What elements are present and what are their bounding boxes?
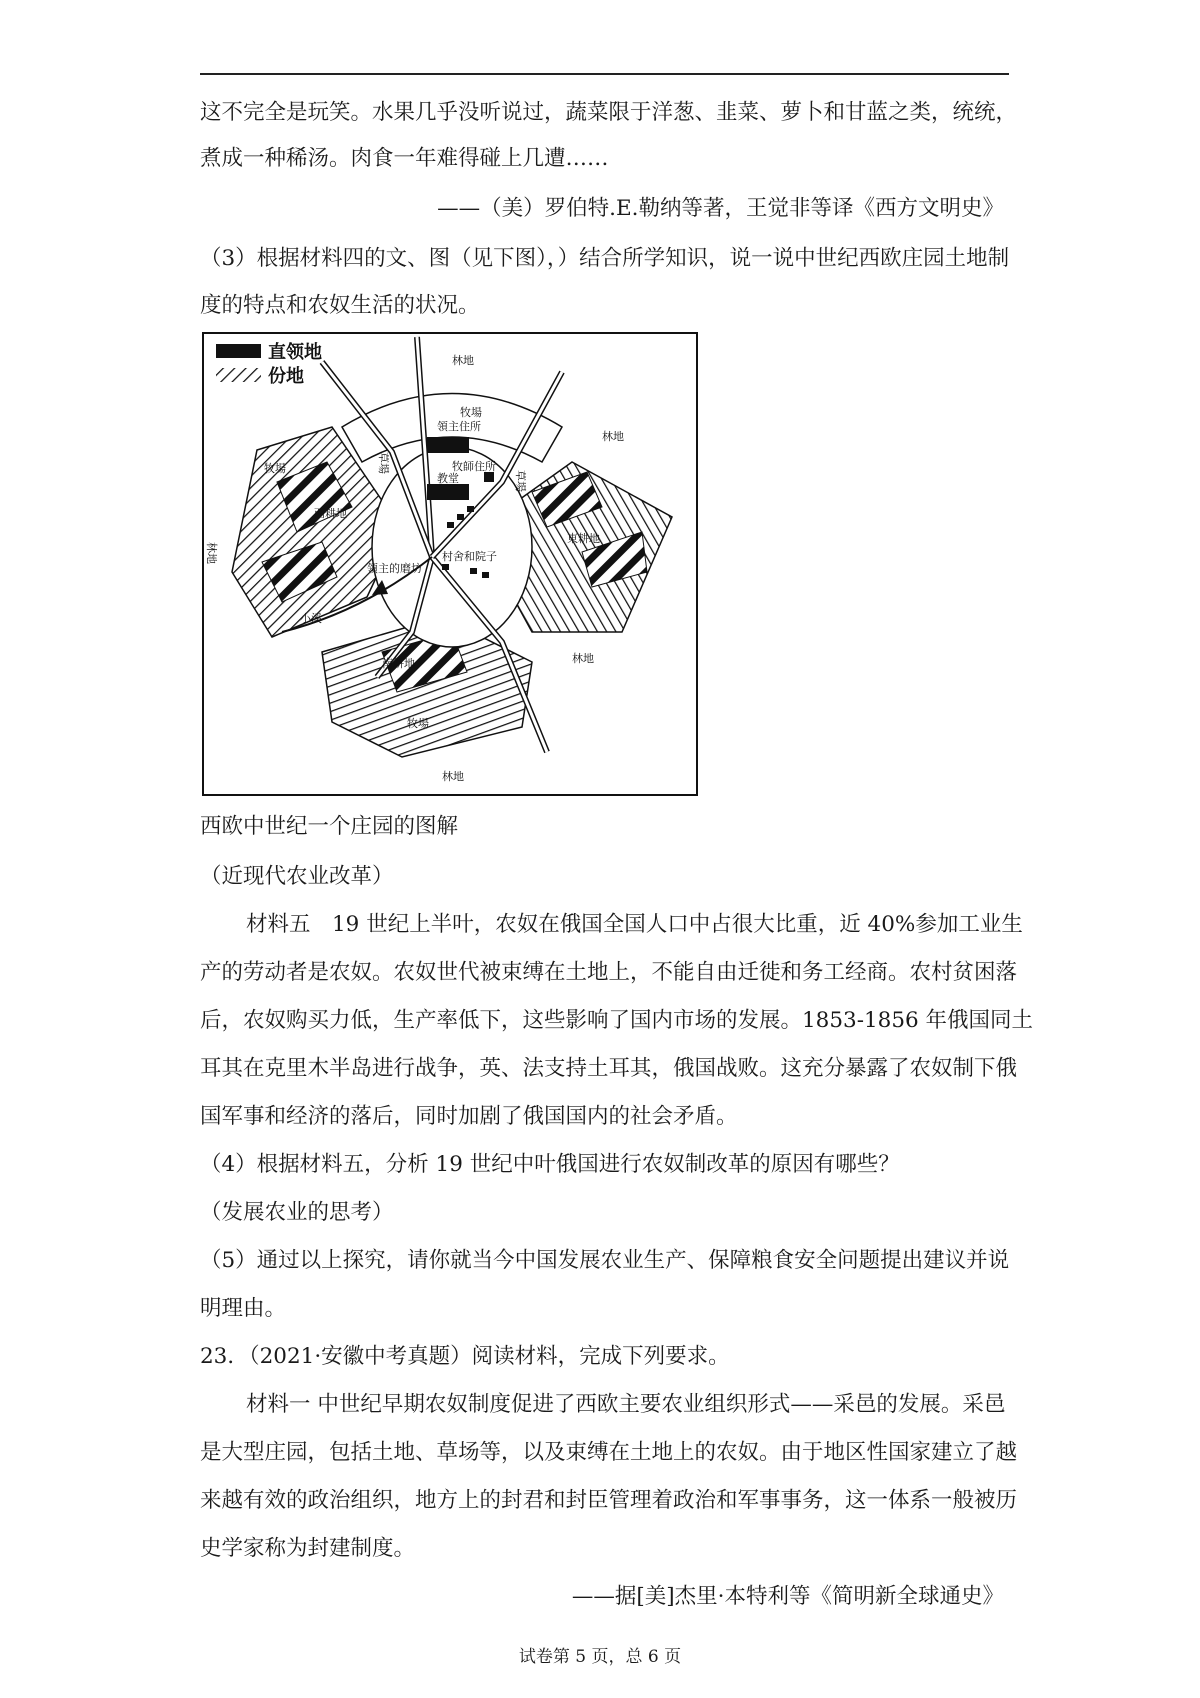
- material-5-line: 耳其在克里木半岛进行战争，英、法支持土耳其，俄国战败。这充分暴露了农奴制下俄: [200, 1056, 1018, 1081]
- section-heading: （发展农业的思考）: [200, 1200, 394, 1225]
- material-5-line: 后，农奴购买力低，生产率低下，这些影响了国内市场的发展。1853-1856 年俄国同土: [200, 1008, 1034, 1033]
- text-line: 煮成一种稀汤。肉食一年难得碰上几遭……: [200, 146, 609, 171]
- label-forest-right: 林地: [602, 430, 624, 443]
- label-west-field: 西耕地: [314, 507, 347, 520]
- label-priest-house: 牧師住所: [452, 460, 496, 473]
- legend-demesne: 直领地: [268, 342, 322, 363]
- text-line: 这不完全是玩笑。水果几乎没听说过，蔬菜限于洋葱、韭菜、萝卜和甘蓝之类，统统，: [200, 100, 1018, 125]
- label-south-field: 南耕地: [382, 657, 415, 670]
- citation: ——（美）罗伯特.E.勒纳等著，王觉非等译《西方文明史》: [437, 196, 1004, 221]
- legend-share: 份地: [268, 366, 304, 387]
- material-1-line: 来越有效的政治组织，地方上的封君和封臣管理着政治和军事事务，这一体系一般被历: [200, 1488, 1018, 1513]
- label-meadow-left: 草場: [377, 452, 390, 474]
- label-mill: 領主的磨坊: [367, 562, 422, 575]
- label-pasture-bottom: 牧場: [407, 717, 429, 730]
- label-church: 教堂: [437, 472, 459, 485]
- label-meadow-right: 草場: [514, 470, 527, 492]
- material-1-line: 是大型庄园，包括土地、草场等，以及束缚在土地上的农奴。由于地区性国家建立了越: [200, 1440, 1018, 1465]
- header-rule: [200, 73, 1009, 75]
- material-5-line: 产的劳动者是农奴。农奴世代被束缚在土地上，不能自由迁徙和务工经商。农村贫困落: [200, 960, 1018, 985]
- figure-caption: 西欧中世纪一个庄园的图解: [200, 814, 459, 839]
- question-23-heading: 23．（2021·安徽中考真题）阅读材料，完成下列要求。: [200, 1344, 730, 1369]
- label-forest-top: 林地: [452, 354, 474, 367]
- page-footer: 试卷第 5 页，总 6 页: [518, 1647, 682, 1667]
- question-5-line: 明理由。: [200, 1296, 287, 1321]
- label-forest-left: 林地: [205, 542, 218, 564]
- label-village: 村舍和院子: [442, 550, 497, 563]
- label-stream: 小溪: [300, 612, 322, 625]
- material-5-line: 材料五 19 世纪上半叶，农奴在俄国全国人口中占很大比重，近 40%参加工业生: [246, 912, 1023, 937]
- question-5-line: （5）通过以上探究，请你就当今中国发展农业生产、保障粮食安全问题提出建议并说: [200, 1248, 1010, 1273]
- label-pasture-top: 牧場: [460, 406, 482, 419]
- material-1-line: 材料一 中世纪早期农奴制度促进了西欧主要农业组织形式——采邑的发展。采邑: [246, 1392, 1006, 1417]
- question-3-line: （3）根据材料四的文、图（见下图），）结合所学知识，说一说中世纪西欧庄园土地制: [200, 246, 1010, 271]
- label-forest-right-low: 林地: [572, 652, 594, 665]
- label-east-field: 東耕地: [567, 532, 600, 545]
- citation: ——据[美]杰里·本特利等《简明新全球通史》: [571, 1584, 1004, 1609]
- material-5-line: 国军事和经济的落后，同时加剧了俄国国内的社会矛盾。: [200, 1104, 738, 1129]
- manor-map: [202, 332, 698, 796]
- label-forest-bottom: 林地: [442, 770, 464, 783]
- question-4: （4）根据材料五，分析 19 世纪中叶俄国进行农奴制改革的原因有哪些？: [200, 1152, 900, 1177]
- question-3-line: 度的特点和农奴生活的状况。: [200, 293, 480, 318]
- section-heading: （近现代农业改革）: [200, 864, 394, 889]
- label-pasture-left: 牧場: [264, 462, 286, 475]
- label-lord-house: 領主住所: [437, 420, 481, 433]
- material-1-line: 史学家称为封建制度。: [200, 1536, 416, 1561]
